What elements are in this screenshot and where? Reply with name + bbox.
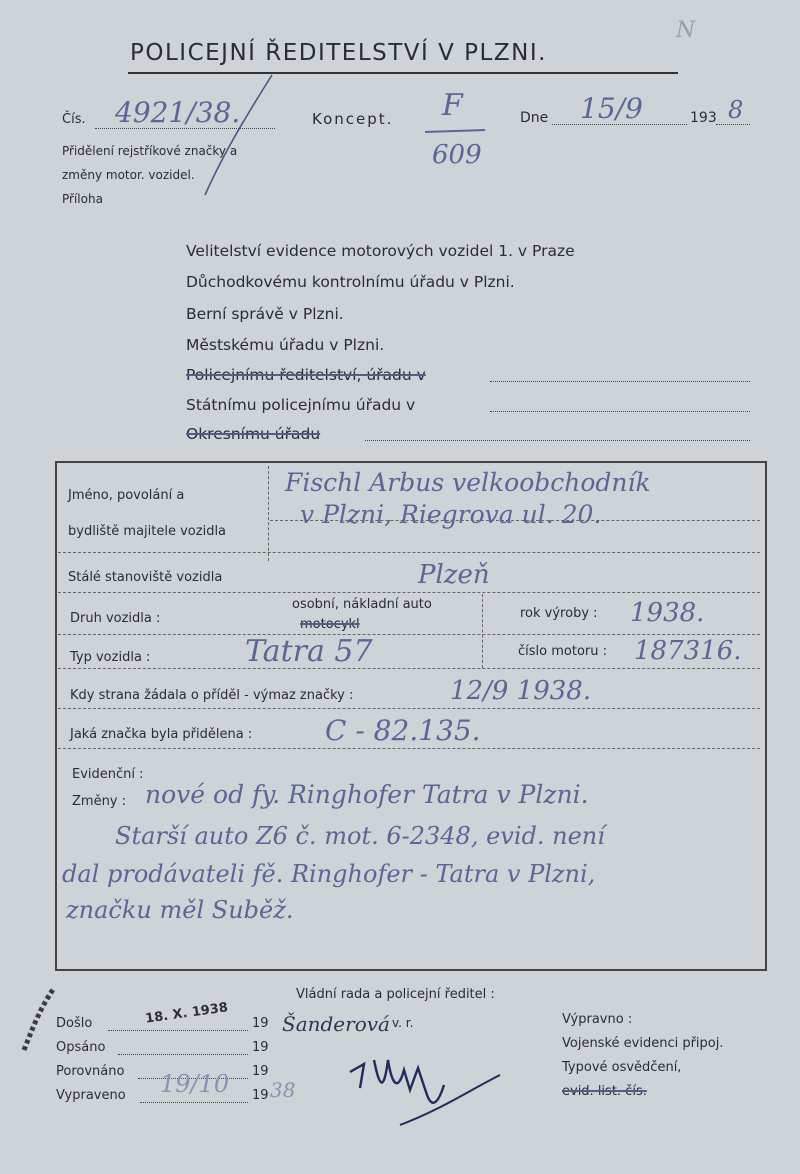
station-value: Plzeň (418, 560, 490, 590)
vypravno-label: Výpravno : (562, 1012, 633, 1027)
recipient-5: Policejnímu ředitelství, úřadu v (186, 366, 426, 384)
subject-line-1: Přidělení rejstříkové značky a (62, 144, 238, 158)
dne-label: Dne (520, 110, 549, 126)
doslo-year: 19 (252, 1016, 269, 1031)
zmeny-line-4: značku měl Suběž. (66, 896, 294, 924)
typ-bottom-line (58, 668, 760, 669)
cis-label: Čís. (62, 112, 86, 127)
recipient-7: Okresnímu úřadu (186, 425, 321, 443)
zmeny-line-3: dal prodávateli fě. Ringhofer - Tatra v Plzni, (62, 860, 596, 888)
owner-value-2: v Plzni, Riegrova ul. 20. (300, 500, 602, 529)
year-suffix: 8 (728, 96, 744, 124)
zmeny-line-1: nové od fy. Ringhofer Tatra v Plzni. (145, 780, 589, 809)
zadala-label: Kdy strana žádala o příděl - výmaz značky : (70, 688, 354, 703)
doslo-label: Došlo (56, 1016, 93, 1031)
owner-label-1: Jméno, povolání a (68, 488, 185, 503)
owner-bottom-line (58, 552, 760, 553)
typ-value: Tatra 57 (245, 634, 373, 669)
signature-scribble (340, 1030, 510, 1130)
druh-option-2: motocykl (300, 617, 360, 632)
evid-label: evid. list. čís. (562, 1084, 647, 1099)
vypraveno-label: Vypraveno (56, 1088, 126, 1103)
recipient-3: Berní správě v Plzni. (186, 305, 344, 323)
zmeny-label: Změny : (72, 794, 127, 809)
druh-option-1: osobní, nákladní auto (292, 597, 432, 612)
motor-value: 187316. (634, 636, 742, 666)
station-label: Stálé stanoviště vozidla (68, 570, 223, 585)
recipient-6: Státnímu policejnímu úřadu v (186, 396, 416, 414)
druh-bottom-line (58, 634, 760, 635)
vypraveno-year: 19 (252, 1088, 269, 1103)
opsano-dots (118, 1054, 248, 1055)
typ-label: Typ vozidla : (70, 650, 151, 665)
vr-label: v. r. (392, 1016, 414, 1030)
rok-value: 1938. (630, 598, 705, 628)
dne-value: 15/9 (580, 92, 643, 125)
opsano-year: 19 (252, 1040, 269, 1055)
owner-value-1: Fischl Arbus velkoobchodník (285, 468, 651, 497)
zadala-value: 12/9 1938. (450, 676, 592, 706)
cis-value: 4921/38. (115, 96, 241, 129)
motor-label: číslo motoru : (518, 644, 607, 659)
recipient-4: Městskému úřadu v Plzni. (186, 336, 385, 354)
official-title: Vládní rada a policejní ředitel : (296, 987, 495, 1002)
recipient-6-dots (490, 411, 750, 412)
vypraveno-value: 19/10 (160, 1070, 230, 1098)
recipient-7-dots (365, 440, 750, 441)
owner-label-2: bydliště majitele vozidla (68, 524, 227, 539)
evidencni-label: Evidenční : (72, 767, 144, 782)
recipient-5-dots (490, 381, 750, 382)
znacka-bottom-line (58, 748, 760, 749)
subject-hand-stroke (190, 70, 280, 200)
znacka-label: Jaká značka byla přidělena : (70, 727, 253, 742)
opsano-label: Opsáno (56, 1040, 106, 1055)
koncept-fraction-line (425, 129, 485, 133)
corner-mark: N (676, 18, 696, 43)
stamp-ink-mark (14, 980, 64, 1060)
druh-label: Druh vozidla : (70, 611, 161, 626)
owner-divider (268, 466, 269, 561)
year-dots (716, 124, 750, 125)
typove-label: Typové osvědčení, (562, 1060, 682, 1075)
document-title: POLICEJNÍ ŘEDITELSTVÍ V PLZNI. (130, 40, 547, 66)
vojenske-label: Vojenské evidenci připoj. (562, 1036, 724, 1051)
doslo-dots (108, 1030, 248, 1031)
year-prefix: 193 (690, 110, 717, 126)
koncept-value-top: F (442, 88, 463, 123)
porovnano-label: Porovnáno (56, 1064, 125, 1079)
doslo-stamp: 18. X. 1938 (144, 1000, 229, 1027)
zadala-bottom-line (58, 708, 760, 709)
porovnano-year: 19 (252, 1064, 269, 1079)
koncept-label: Koncept. (312, 110, 394, 128)
vypraveno-dots (140, 1102, 248, 1103)
year-hand: 38 (270, 1078, 296, 1102)
zmeny-line-2: Starší auto Z6 č. mot. 6-2348, evid. není (115, 822, 605, 850)
druh-divider (482, 594, 483, 668)
recipient-1: Velitelství evidence motorových vozidel 1. v Praze (186, 242, 575, 260)
recipient-2: Důchodkovému kontrolnímu úřadu v Plzni. (186, 273, 515, 291)
koncept-value-bottom: 609 (432, 140, 482, 170)
priloha-label: Příloha (62, 192, 103, 206)
signature-name: Šanderová (282, 1012, 390, 1036)
subject-line-2: změny motor. vozidel. (62, 168, 195, 182)
station-bottom-line (58, 592, 760, 593)
znacka-value: C - 82.135. (325, 714, 481, 747)
rok-label: rok výroby : (520, 606, 598, 621)
